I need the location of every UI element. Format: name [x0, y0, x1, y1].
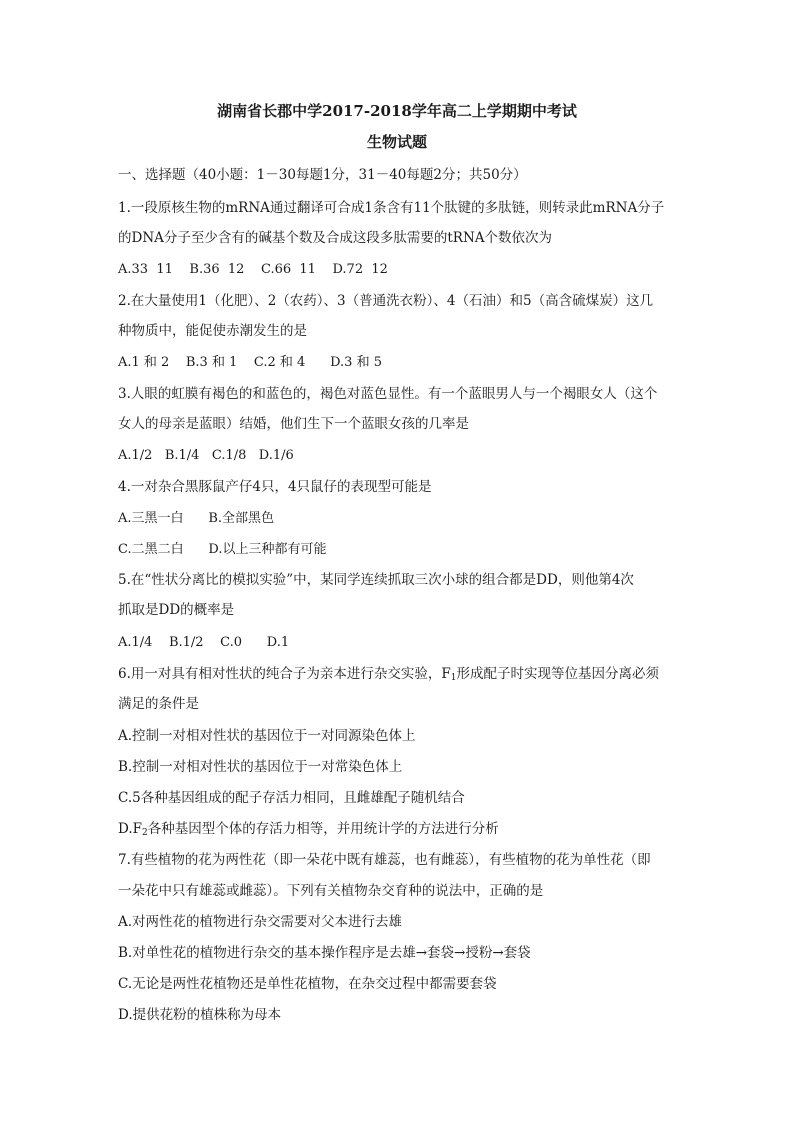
q7-stem-line1: 7.有些植物的花为两性花（即一朵花中既有雄蕊，也有雌蕊），有些植物的花为单性花（即 — [118, 852, 651, 868]
q2-stem-line2: 种物质中，能促使赤潮发生的是 — [118, 323, 307, 339]
q7-option-b: B.对单性花的植物进行杂交的基本操作程序是去雄→套袋→授粉→套袋 — [118, 945, 531, 961]
section-heading: 一、选择题（40小题：1－30每题1分，31－40每题2分；共50分） — [118, 167, 527, 183]
q5-options: A.1/4 B.1/2 C.0 D.1 — [118, 635, 290, 650]
q7-option-d: D.提供花粉的植株称为母本 — [118, 1007, 282, 1023]
q6-option-d — [118, 821, 499, 841]
q7-option-c: C.无论是两性花植物还是单性花植物，在杂交过程中都需要套袋 — [118, 976, 497, 992]
q5-stem-line1: 5.在“性状分离比的模拟实验”中，某同学连续抓取三次小球的组合都是DD，则他第4次 — [118, 572, 634, 588]
q6-stem-line2: 满足的条件是 — [118, 696, 199, 712]
q4-stem: 4.一对杂合黑豚鼠产仔4只，4只鼠仔的表现型可能是 — [118, 479, 432, 495]
q3-stem-line2: 女人的母亲是蓝眼）结婚，他们生下一个蓝眼女孩的几率是 — [118, 416, 469, 432]
q6-option-d-text: 各种基因型个体的存活力相等，并用统计学的方法进行分析 — [147, 821, 499, 837]
q1-options: A.33 11 B.36 12 C.66 11 D.72 12 — [118, 262, 388, 277]
q7-stem-line2: 一朵花中只有雄蕊或雌蕊）。下列有关植物杂交育种的说法中，正确的是 — [118, 883, 544, 899]
q2-stem-line1: 2.在大量使用1（化肥）、2（农药）、3（普通洗衣粉）、4（石油）和5（高含硫煤炭）这几 — [118, 293, 654, 309]
q6-f2-subscript: 2 — [142, 828, 148, 838]
q6-stem-line1 — [118, 666, 659, 686]
exam-subtitle: 生物试题 — [366, 133, 427, 151]
q6-option-a: A.控制一对相对性状的基因位于一对同源染色体上 — [118, 728, 416, 744]
q4-options-cd: C.二黑二白 D.以上三种都有可能 — [118, 542, 327, 557]
q3-stem-line1: 3.人眼的虹膜有褐色的和蓝色的，褐色对蓝色显性。有一个蓝眼男人与一个褐眼女人（这个 — [118, 386, 658, 402]
q6-stem-part1: 6.用一对具有相对性状的纯合子为亲本进行杂交实验，F — [118, 666, 451, 682]
q1-stem-line1: 1.一段原核生物的mRNA通过翻译可合成1条含有11个肽键的多肽链，则转录此mRNA分子 — [118, 200, 665, 216]
q2-options: A.1 和 2 B.3 和 1 C.2 和 4 D.3 和 5 — [118, 355, 382, 370]
q7-option-a: A.对两性花的植物进行杂交需要对父本进行去雄 — [118, 914, 403, 930]
q6-option-c: C.5各种基因组成的配子存活力相同，且雌雄配子随机结合 — [118, 790, 465, 806]
q4-options-ab: A.三黑一白 B.全部黑色 — [118, 511, 275, 526]
q1-stem-line2: 的DNA分子至少含有的碱基个数及合成这段多肽需要的tRNA个数依次为 — [118, 230, 553, 246]
q6-stem-part2: 形成配子时实现等位基因分离必须 — [456, 666, 659, 682]
q3-options: A.1/2 B.1/4 C.1/8 D.1/6 — [118, 448, 294, 463]
q6-option-d-prefix: D.F — [118, 821, 143, 837]
q6-f1-subscript: 1 — [450, 673, 457, 683]
exam-title: 湖南省长郡中学2017-2018学年高二上学期期中考试 — [217, 102, 577, 120]
q5-stem-line2: 抓取是DD的概率是 — [118, 602, 235, 618]
q6-option-b: B.控制一对相对性状的基因位于一对常染色体上 — [118, 759, 403, 775]
